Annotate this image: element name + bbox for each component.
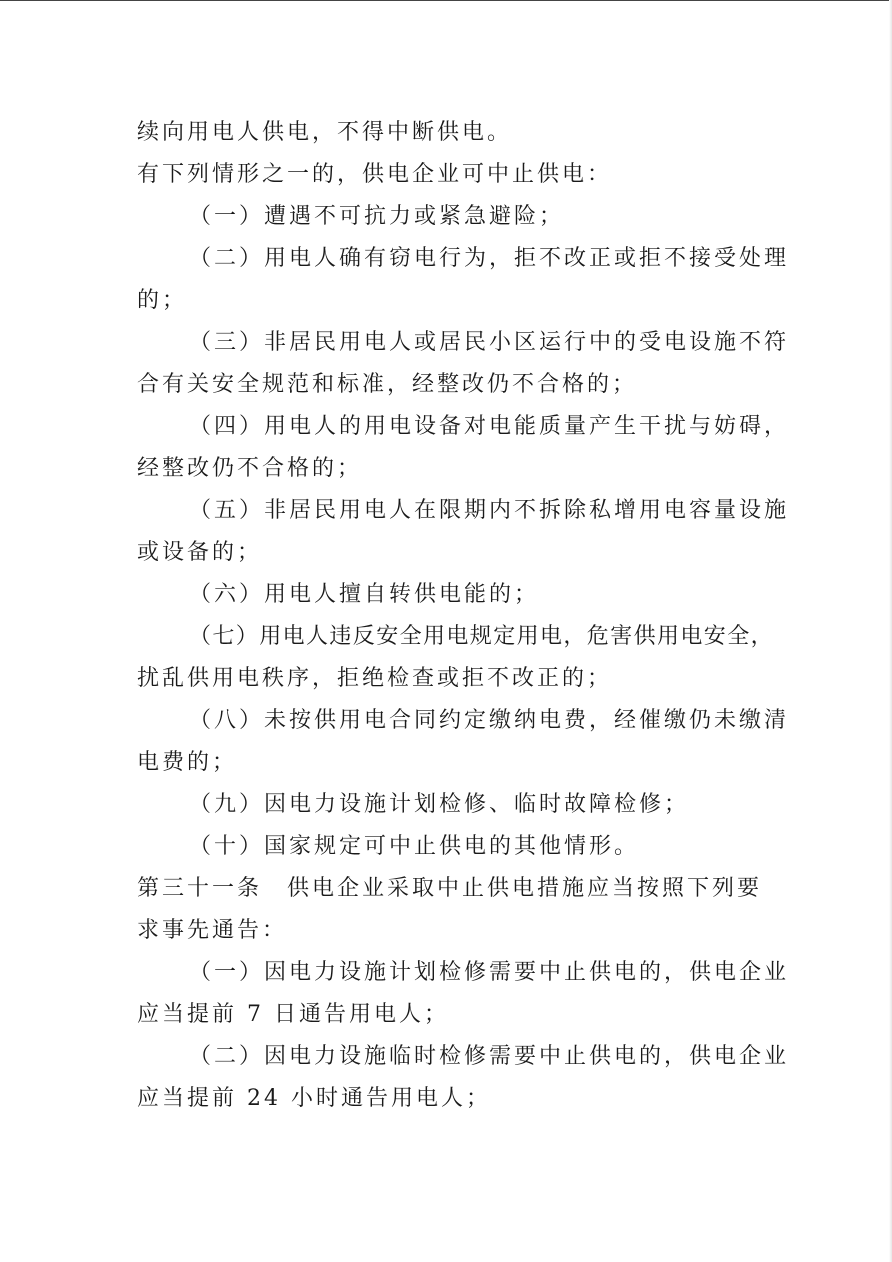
list-item-10: （十）国家规定可中止供电的其他情形。 bbox=[189, 834, 640, 859]
list-item-5-cont: 或设备的； bbox=[137, 540, 263, 565]
list-item-4-cont: 经整改仍不合格的； bbox=[137, 456, 363, 481]
notice-item-2: （二）因电力设施临时检修需要中止供电的，供电企业 bbox=[189, 1044, 790, 1069]
notice-item-1-cont: 应当提前 7 日通告用电人； bbox=[137, 1002, 449, 1027]
list-item-8-cont: 电费的； bbox=[137, 750, 238, 775]
list-item-6: （六）用电人擅自转供电能的； bbox=[189, 582, 540, 607]
notice-item-1: （一）因电力设施计划检修需要中止供电的，供电企业 bbox=[189, 960, 790, 985]
list-item-3-cont: 合有关安全规范和标准，经整改仍不合格的； bbox=[137, 372, 638, 397]
text-line-continuation: 续向用电人供电，不得中断供电。 bbox=[137, 120, 513, 145]
article-31-heading: 第三十一条 供电企业采取中止供电措施应当按照下列要 bbox=[137, 876, 763, 901]
list-item-5: （五）非居民用电人在限期内不拆除私增用电容量设施 bbox=[189, 498, 790, 523]
document-page bbox=[137, 112, 790, 1120]
list-item-7-cont: 扰乱供用电秩序，拒绝检查或拒不改正的； bbox=[137, 666, 613, 691]
article-31-heading-cont: 求事先通告： bbox=[137, 918, 288, 943]
list-item-4: （四）用电人的用电设备对电能质量产生干扰与妨碍， bbox=[189, 414, 790, 439]
notice-item-2-cont: 应当提前 24 小时通告用电人； bbox=[137, 1086, 491, 1111]
text-line-intro: 有下列情形之一的，供电企业可中止供电： bbox=[137, 162, 613, 187]
list-item-3: （三）非居民用电人或居民小区运行中的受电设施不符 bbox=[189, 330, 790, 355]
list-item-2: （二）用电人确有窃电行为，拒不改正或拒不接受处理 bbox=[189, 246, 790, 271]
list-item-1: （一）遭遇不可抗力或紧急避险； bbox=[189, 204, 565, 229]
list-item-2-cont: 的； bbox=[137, 288, 188, 313]
list-item-8: （八）未按供用电合同约定缴纳电费，经催缴仍未缴清 bbox=[189, 708, 790, 733]
list-item-9: （九）因电力设施计划检修、临时故障检修； bbox=[189, 792, 690, 817]
page-top-border bbox=[0, 0, 892, 1]
list-item-7: （七）用电人违反安全用电规定用电，危害供用电安全， bbox=[189, 624, 775, 649]
